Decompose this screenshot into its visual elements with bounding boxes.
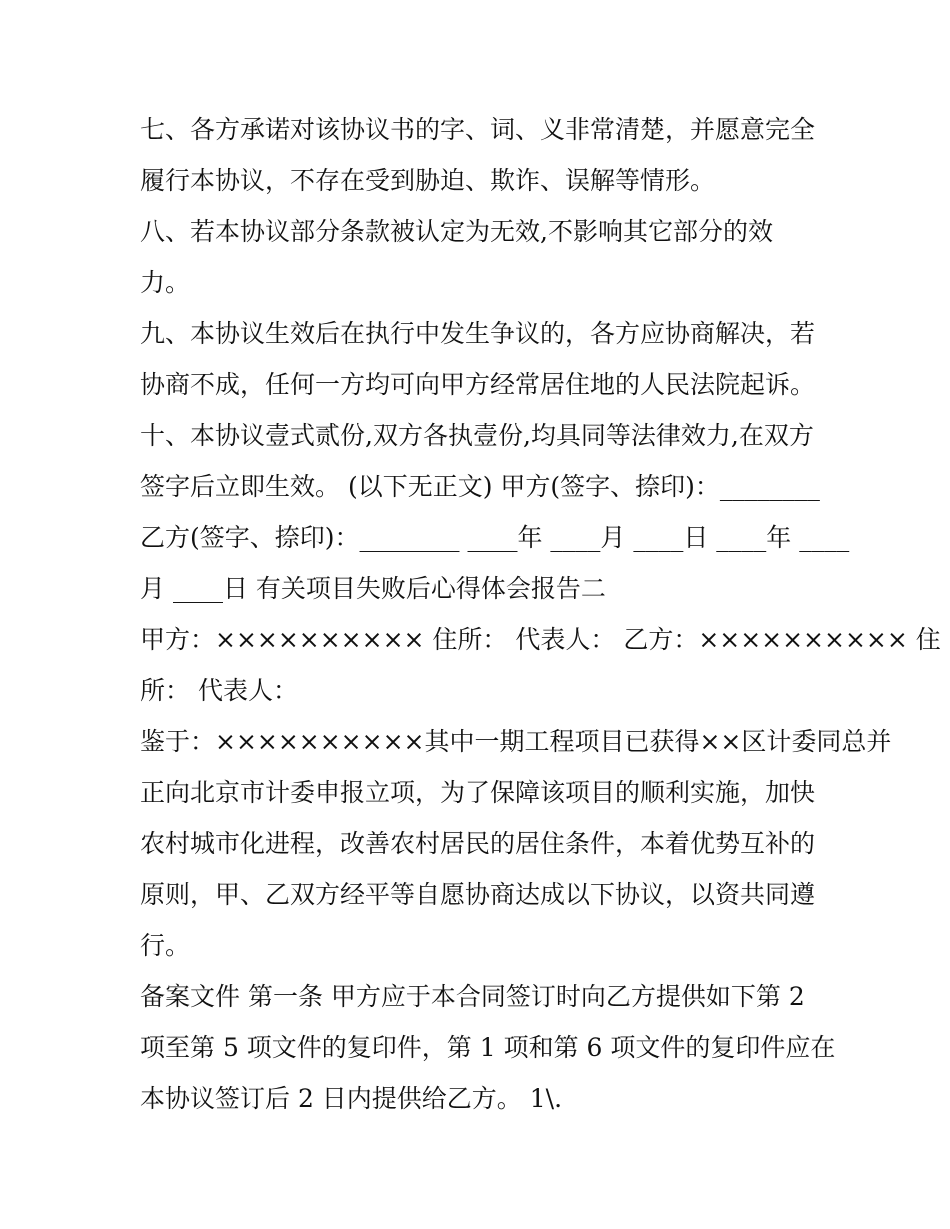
text-line: 鉴于：××××××××××其中一期工程项目已获得××区计委同总并 [140, 727, 892, 756]
text-line: 签字后立即生效。 (以下无正文) 甲方(签字、捺印)：________ [140, 472, 820, 501]
text-line: 所： 代表人： [140, 676, 298, 705]
text-line: 备案文件 第一条 甲方应于本合同签订时向乙方提供如下第 2 [140, 982, 805, 1011]
text-line: 乙方(签字、捺印)：________ ____年 ____月 ____日 ____年 ____ [140, 523, 850, 552]
text-line: 农村城市化进程，改善农村居民的居住条件，本着优势互补的 [140, 829, 816, 858]
text-line: 七、各方承诺对该协议书的字、词、义非常清楚，并愿意完全 [140, 115, 816, 144]
text-line: 协商不成，任何一方均可向甲方经常居住地的人民法院起诉。 [140, 370, 816, 399]
text-line: 行。 [140, 931, 191, 960]
text-line: 月 ____日 有关项目失败后心得体会报告二 [140, 574, 606, 603]
text-line: 履行本协议，不存在受到胁迫、欺诈、误解等情形。 [140, 166, 716, 195]
text-line: 九、本协议生效后在执行中发生争议的，各方应协商解决，若 [140, 319, 816, 348]
text-line: 本协议签订后 2 日内提供给乙方。 1\. [140, 1084, 563, 1113]
document-body [140, 104, 941, 1124]
text-line: 八、若本协议部分条款被认定为无效,不影响其它部分的效 [140, 217, 773, 246]
text-line: 原则，甲、乙双方经平等自愿协商达成以下协议，以资共同遵 [140, 880, 816, 909]
text-line: 正向北京市计委申报立项，为了保障该项目的顺利实施，加快 [140, 778, 816, 807]
text-line: 十、本协议壹式贰份,双方各执壹份,均具同等法律效力,在双方 [140, 421, 814, 450]
text-line: 力。 [140, 268, 191, 297]
text-line: 甲方：×××××××××× 住所： 代表人： 乙方：×××××××××× 住 [140, 625, 941, 654]
text-line: 项至第 5 项文件的复印件，第 1 项和第 6 项文件的复印件应在 [140, 1033, 836, 1062]
